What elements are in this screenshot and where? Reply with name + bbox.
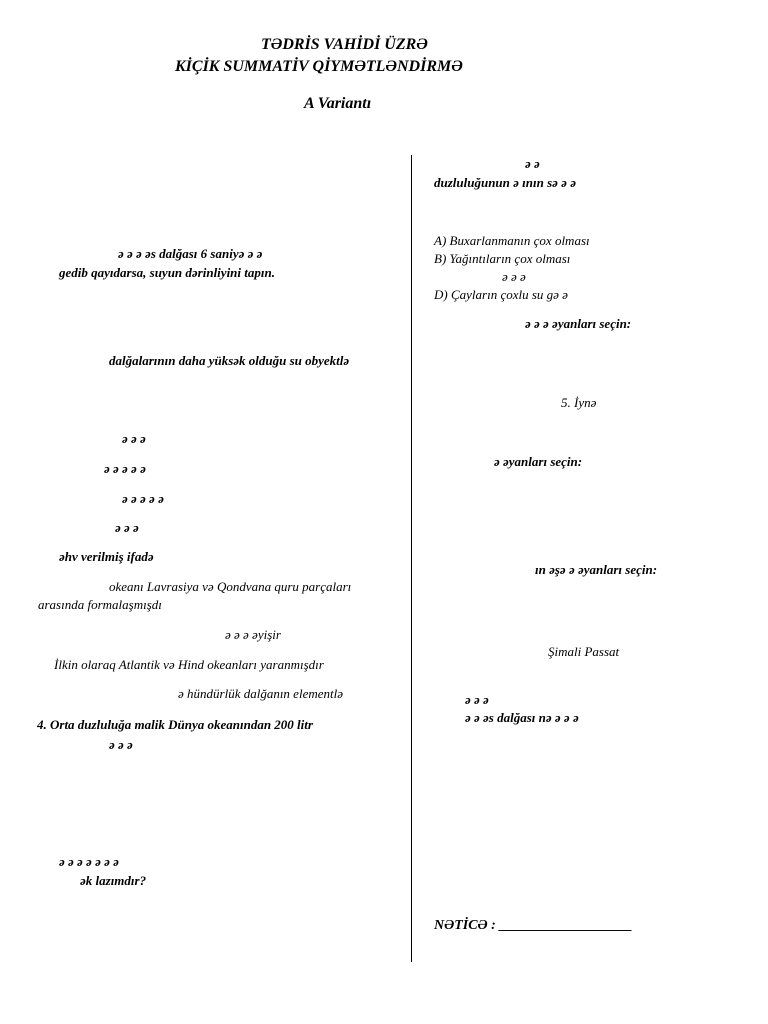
- question-3-option-3: İlkin olaraq Atlantik və Hind okeanları yaranmışdır: [54, 657, 324, 672]
- match-row-3: ə ə ə ə ə: [122, 491, 164, 506]
- match-row-4: ə ə ə: [115, 520, 139, 535]
- title-line-1: TƏDRİS VAHİDİ ÜZRƏ: [261, 36, 428, 53]
- question-3-option-2: ə ə ə əyişir: [225, 627, 281, 642]
- question-5-line-2: ək lazımdır?: [80, 873, 147, 888]
- question-5-line-1: ə ə ə ə ə ə ə: [59, 854, 119, 869]
- result-field: [434, 917, 632, 935]
- title-line-2: KİÇİK SUMMATİV QİYMƏTLƏNDİRMƏ: [175, 58, 463, 75]
- question-7-item: 5. İynə: [561, 395, 597, 410]
- match-row-1: ə ə ə: [122, 431, 146, 446]
- question-8-prompt: ə əyanları seçin:: [494, 454, 583, 469]
- variant-label: A Variantı: [304, 95, 372, 112]
- match-row-2: ə ə ə ə ə: [104, 461, 146, 476]
- question-7-prompt: ə ə ə əyanları seçin:: [525, 316, 632, 331]
- question-9-prompt: ın əşə ə əyanları seçin:: [535, 562, 658, 577]
- question-4-line-2: ə ə ə: [109, 737, 133, 752]
- result-blank: ___________________: [499, 918, 633, 933]
- question-6-option-b: B) Yağıntıların çox olması: [434, 251, 571, 266]
- question-4-line-1: 4. Orta duzluluğa malik Dünya okeanından 200 litr: [37, 717, 313, 732]
- question-6-line-1: ə ə: [525, 156, 540, 171]
- question-3-option-4: ə hündürlük dalğanın elementlə: [178, 686, 343, 701]
- question-9-item: Şimali Passat: [548, 644, 620, 659]
- question-3-option-1-line-1: okeanı Lavrasiya və Qondvana quru parçaları: [109, 579, 352, 594]
- question-6-option-d: D) Çayların çoxlu su gə ə: [434, 287, 568, 302]
- question-1-line-1: ə ə ə əs dalğası 6 saniyə ə ə: [118, 246, 263, 261]
- question-6-option-c: ə ə ə: [502, 269, 526, 284]
- question-2-line-1: dalğalarının daha yüksək olduğu su obyektlə: [109, 353, 350, 368]
- question-10-line-2: ə ə əs dalğası nə ə ə ə: [465, 710, 579, 725]
- column-divider: [411, 155, 412, 962]
- question-3-title: əhv verilmiş ifadə: [59, 549, 154, 564]
- question-3-option-1-line-2: arasında formalaşmışdı: [38, 597, 162, 612]
- question-6-option-a: A) Buxarlanmanın çox olması: [434, 233, 590, 248]
- question-1-line-2: gedib qayıdarsa, suyun dərinliyini tapın.: [59, 265, 275, 280]
- question-10-line-1: ə ə ə: [465, 692, 489, 707]
- result-label: NƏTİCƏ :: [434, 918, 496, 933]
- question-6-line-2: duzluluğunun ə ının sə ə ə: [434, 175, 576, 190]
